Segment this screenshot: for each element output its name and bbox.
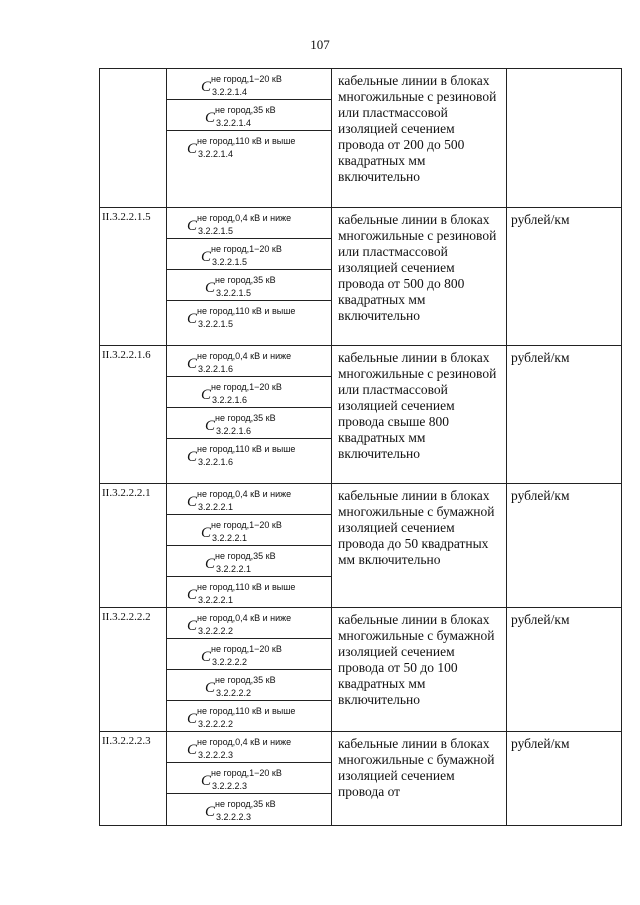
table-row <box>100 69 622 208</box>
formula: Cне город,0,4 кВ и ниже 3.2.2.2.3 <box>167 732 331 763</box>
formula-cell <box>167 732 332 826</box>
formula: Cне город,0,4 кВ и ниже 3.2.2.1.6 <box>167 346 331 377</box>
formula-cell <box>167 69 332 208</box>
row-description: кабельные линии в блоках многожильные с бумажной изоляцией сечением провода от <box>332 732 507 826</box>
formula-subscript: 3.2.2.2.1 <box>212 533 248 543</box>
formula-superscript: не город,110 кВ и выше <box>197 136 296 146</box>
row-code: II.3.2.2.1.5 <box>100 208 167 346</box>
formula-superscript: не город,1−20 кВ <box>211 520 282 530</box>
formula-subscript: 3.2.2.2.2 <box>198 626 234 636</box>
formula: Cне город,1−20 кВ 3.2.2.1.4 <box>167 69 331 100</box>
row-description: кабельные линии в блоках многожильные с бумажной изоляцией сечением провода до 50 квадратных мм включительно <box>332 484 507 608</box>
formula-cell <box>167 484 332 608</box>
formula-subscript: 3.2.2.1.5 <box>198 226 234 236</box>
formula: Cне город,35 кВ 3.2.2.2.3 <box>205 799 276 822</box>
table-row <box>100 732 622 826</box>
formula: Cне город,1−20 кВ 3.2.2.1.6 <box>167 377 331 408</box>
formula-superscript: не город,1−20 кВ <box>211 244 282 254</box>
formula: Cне город,110 кВ и выше 3.2.2.2.1 <box>187 582 296 605</box>
formula-subscript: 3.2.2.2.2 <box>198 719 234 729</box>
formula-cell <box>167 346 332 484</box>
formula-superscript: не город,0,4 кВ и ниже <box>197 613 292 623</box>
formula-subscript: 3.2.2.1.5 <box>198 319 234 329</box>
formula-subscript: 3.2.2.2.1 <box>216 564 252 574</box>
formula: Cне город,1−20 кВ 3.2.2.2.3 <box>167 763 331 794</box>
tariff-table <box>99 68 622 826</box>
page-number: 107 <box>310 37 330 52</box>
table-row <box>100 608 622 732</box>
formula-subscript: 3.2.2.1.4 <box>216 118 252 128</box>
formula-superscript: не город,110 кВ и выше <box>197 582 296 592</box>
formula-superscript: не город,110 кВ и выше <box>197 306 296 316</box>
formula: Cне город,35 кВ 3.2.2.2.1 <box>167 546 331 577</box>
row-unit: рублей/км <box>507 346 622 484</box>
table-row <box>100 208 622 346</box>
formula-subscript: 3.2.2.1.4 <box>198 149 234 159</box>
row-code: II.3.2.2.1.6 <box>100 346 167 484</box>
row-code: II.3.2.2.2.2 <box>100 608 167 732</box>
row-code <box>100 69 167 208</box>
formula-subscript: 3.2.2.1.4 <box>212 87 248 97</box>
row-unit: рублей/км <box>507 732 622 826</box>
formula-subscript: 3.2.2.2.1 <box>198 595 234 605</box>
formula-subscript: 3.2.2.2.3 <box>198 750 234 760</box>
table-row <box>100 346 622 484</box>
row-unit: рублей/км <box>507 208 622 346</box>
row-code: II.3.2.2.2.3 <box>100 732 167 826</box>
formula-cell <box>167 608 332 732</box>
table-row <box>100 484 622 608</box>
formula-subscript: 3.2.2.1.5 <box>212 257 248 267</box>
formula: Cне город,0,4 кВ и ниже 3.2.2.1.5 <box>167 208 331 239</box>
formula: Cне город,35 кВ 3.2.2.1.5 <box>167 270 331 301</box>
formula-superscript: не город,0,4 кВ и ниже <box>197 737 292 747</box>
formula-superscript: не город,35 кВ <box>215 675 276 685</box>
formula-subscript: 3.2.2.1.6 <box>198 457 234 467</box>
formula-superscript: не город,1−20 кВ <box>211 644 282 654</box>
formula-superscript: не город,0,4 кВ и ниже <box>197 351 292 361</box>
formula-subscript: 3.2.2.2.2 <box>216 688 252 698</box>
formula: Cне город,35 кВ 3.2.2.1.6 <box>167 408 331 439</box>
formula-superscript: не город,1−20 кВ <box>211 768 282 778</box>
formula-superscript: не город,35 кВ <box>215 551 276 561</box>
formula-superscript: не город,1−20 кВ <box>211 74 282 84</box>
row-unit: рублей/км <box>507 608 622 732</box>
row-description: кабельные линии в блоках многожильные с резиновой или пластмассовой изоляцией сечением провода свыше 800 квадратных мм включительно <box>332 346 507 484</box>
formula: Cне город,35 кВ 3.2.2.1.4 <box>167 100 331 131</box>
formula-subscript: 3.2.2.2.1 <box>198 502 234 512</box>
formula-superscript: не город,35 кВ <box>215 413 276 423</box>
formula-subscript: 3.2.2.1.6 <box>216 426 252 436</box>
formula: Cне город,110 кВ и выше 3.2.2.2.2 <box>187 706 296 729</box>
formula-subscript: 3.2.2.1.6 <box>212 395 248 405</box>
row-unit: рублей/км <box>507 484 622 608</box>
formula: Cне город,1−20 кВ 3.2.2.1.5 <box>167 239 331 270</box>
row-code: II.3.2.2.2.1 <box>100 484 167 608</box>
formula-subscript: 3.2.2.2.3 <box>216 812 252 822</box>
row-description: кабельные линии в блоках многожильные с резиновой или пластмассовой изоляцией сечением провода от 200 до 500 квадратных мм включительно <box>332 69 507 208</box>
formula-superscript: не город,35 кВ <box>215 799 276 809</box>
formula-cell <box>167 208 332 346</box>
formula: Cне город,1−20 кВ 3.2.2.2.2 <box>167 639 331 670</box>
row-description: кабельные линии в блоках многожильные с бумажной изоляцией сечением провода от 50 до 100 квадратных мм включительно <box>332 608 507 732</box>
formula: Cне город,0,4 кВ и ниже 3.2.2.2.1 <box>167 484 331 515</box>
formula: Cне город,110 кВ и выше 3.2.2.1.6 <box>187 444 296 467</box>
formula-superscript: не город,0,4 кВ и ниже <box>197 489 292 499</box>
formula-superscript: не город,35 кВ <box>215 105 276 115</box>
formula: Cне город,110 кВ и выше 3.2.2.1.5 <box>187 306 296 329</box>
formula: Cне город,35 кВ 3.2.2.2.2 <box>167 670 331 701</box>
formula: Cне город,110 кВ и выше 3.2.2.1.4 <box>187 136 296 159</box>
formula-superscript: не город,0,4 кВ и ниже <box>197 213 292 223</box>
formula-superscript: не город,110 кВ и выше <box>197 444 296 454</box>
row-description: кабельные линии в блоках многожильные с резиновой или пластмассовой изоляцией сечением провода от 500 до 800 квадратных мм включительно <box>332 208 507 346</box>
formula-superscript: не город,110 кВ и выше <box>197 706 296 716</box>
formula-subscript: 3.2.2.1.6 <box>198 364 234 374</box>
formula-subscript: 3.2.2.1.5 <box>216 288 252 298</box>
formula-superscript: не город,1−20 кВ <box>211 382 282 392</box>
formula-subscript: 3.2.2.2.3 <box>212 781 248 791</box>
row-unit <box>507 69 622 208</box>
formula: Cне город,0,4 кВ и ниже 3.2.2.2.2 <box>167 608 331 639</box>
formula: Cне город,1−20 кВ 3.2.2.2.1 <box>167 515 331 546</box>
formula-subscript: 3.2.2.2.2 <box>212 657 248 667</box>
formula-superscript: не город,35 кВ <box>215 275 276 285</box>
